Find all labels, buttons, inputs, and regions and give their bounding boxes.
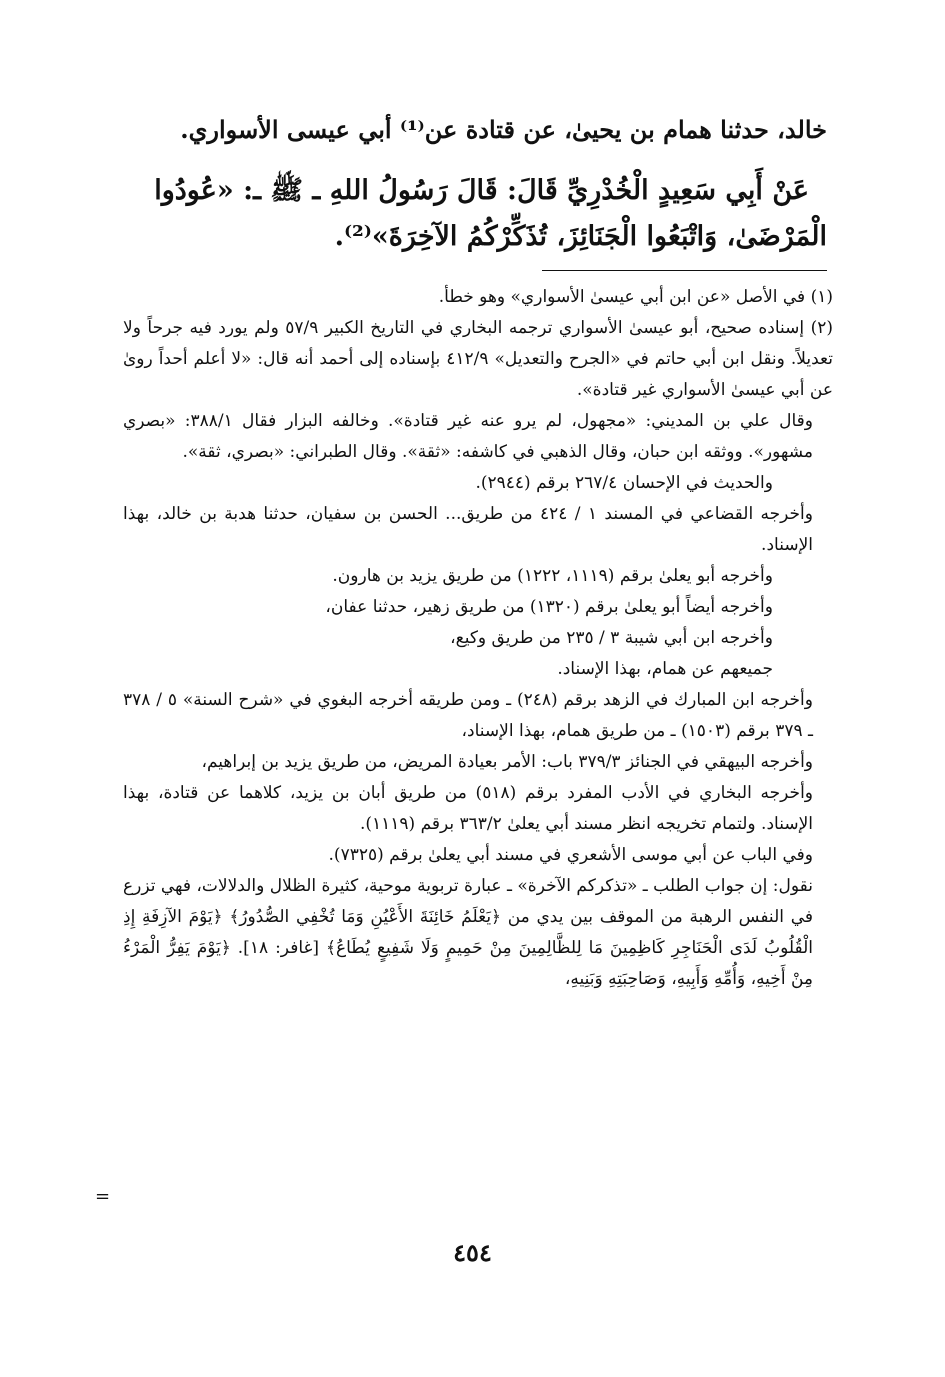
continuation-mark: = xyxy=(95,1186,111,1207)
footnote-paragraph: نقول: إن جواب الطلب ـ «تذكركم الآخرة» ـ عبارة تربوية موحية، كثيرة الظلال والدلالات، فهي تزرع في النفس الرهبة من الموقف بين يدي من ﴿يَعْلَمُ خَائِنَةَ الأَعْيُنِ وَمَا تُخْفِي الصُّدُورُ﴾ ﴿يَوْمَ الآزِفَةِ إِذِ الْقُلُوبُ لَدَى الْحَنَاجِرِ كَاظِمِينَ مَا لِلظَّالِمِينَ مِنْ حَمِيمٍ وَلَا شَفِيعٍ يُطَاعُ﴾ [غافر: ١٨]. ﴿يَوْمَ يَفِرُّ الْمَرْءُ مِنْ أَخِيهِ، وَأُمِّهِ وَأَبِيهِ، وَصَاحِبَتِهِ وَبَنِيهِ، xyxy=(123,876,813,989)
footnotes xyxy=(123,282,833,995)
footnote-paragraph: وأخرجه البيهقي في الجنائز ٣٧٩/٣ باب: الأمر بعيادة المريض، من طريق يزيد بن إبراهيم، xyxy=(201,752,813,772)
footnote-paragraph: وأخرجه أيضاً أبو يعلىٰ برقم (١٣٢٠) من طريق زهير، حدثنا عفان، xyxy=(325,597,773,617)
hadith-line-2: الْمَرْضَىٰ، وَاتْبَعُوا الْجَنَائِزَ، تُذَكِّرْكُمُ الآخِرَةَ»⁽²⁾. xyxy=(334,221,827,252)
main-text-line: خالد، حدثنا همام بن يحيىٰ، عن قتادة عن⁽¹⁾ أبي عيسى الأسواري. xyxy=(180,115,827,144)
footnote-paragraph: جميعهم عن همام، بهذا الإسناد. xyxy=(557,659,773,679)
footnote-2: (٢) إسناده صحيح، أبو عيسىٰ الأسواري ترجمه البخاري في التاريخ الكبير ٥٧/٩ ولم يورد فيه جرحاً ولا تعديلاً. ونقل ابن أبي حاتم في «الجرح والتعديل» ٤١٢/٩ بإسناده إلى أحمد أنه قال: «لا أعلم أحداً روىٰ عن أبي عيسىٰ الأسواري غير قتادة». xyxy=(123,318,833,400)
footnote-separator xyxy=(542,270,827,271)
page-number: ٤٥٤ xyxy=(453,1238,492,1267)
hadith-text xyxy=(122,168,827,260)
footnote-paragraph: وأخرجه البخاري في الأدب المفرد برقم (٥١٨) من طريق أبان بن يزيد، كلاهما عن قتادة، بهذا الإسناد. ولتمام تخريجه انظر مسند أبي يعلىٰ ٣٦٣/٢ برقم (١١١٩). xyxy=(123,783,814,834)
footnote-paragraph: وقال علي بن المديني: «مجهول، لم يرو عنه غير قتادة». وخالفه البزار فقال ٣٨٨/١: «بصري مشهور». ووثقه ابن حبان، وقال الذهبي في كاشفه: «ثقة». وقال الطبراني: «بصري، ثقة». xyxy=(123,411,813,462)
footnote-paragraph: وفي الباب عن أبي موسى الأشعري في مسند أبي يعلىٰ برقم (٧٣٢٥). xyxy=(328,845,813,865)
footnote-paragraph: وأخرجه ابن أبي شيبة ٣ / ٢٣٥ من طريق وكيع، xyxy=(450,628,773,648)
footnote-paragraph: وأخرجه ابن المبارك في الزهد برقم (٢٤٨) ـ ومن طريقه أخرجه البغوي في «شرح السنة» ٥ / ٣٧٨ ـ ٣٧٩ برقم (١٥٠٣) ـ من طريق همام، بهذا الإسناد، xyxy=(123,690,813,741)
footnote-paragraph: والحديث في الإحسان ٢٦٧/٤ برقم (٢٩٤٤). xyxy=(475,473,773,493)
footnote-1: (١) في الأصل «عن ابن أبي عيسىٰ الأسواري» وهو خطأ. xyxy=(438,287,833,307)
footnote-paragraph: وأخرجه القضاعي في المسند ١ / ٤٢٤ من طريق... الحسن بن سفيان، حدثنا هدبة بن خالد، بهذا الإسناد. xyxy=(123,504,813,555)
footnote-paragraph: وأخرجه أبو يعلىٰ برقم (١١١٩، ١٢٢٢) من طريق يزيد بن هارون. xyxy=(332,566,773,586)
hadith-line-1: عَنْ أَبِي سَعِيدٍ الْخُدْرِيِّ قَالَ: قَالَ رَسُولُ اللهِ ـ ﷺ ـ: «عُودُوا xyxy=(154,175,809,206)
